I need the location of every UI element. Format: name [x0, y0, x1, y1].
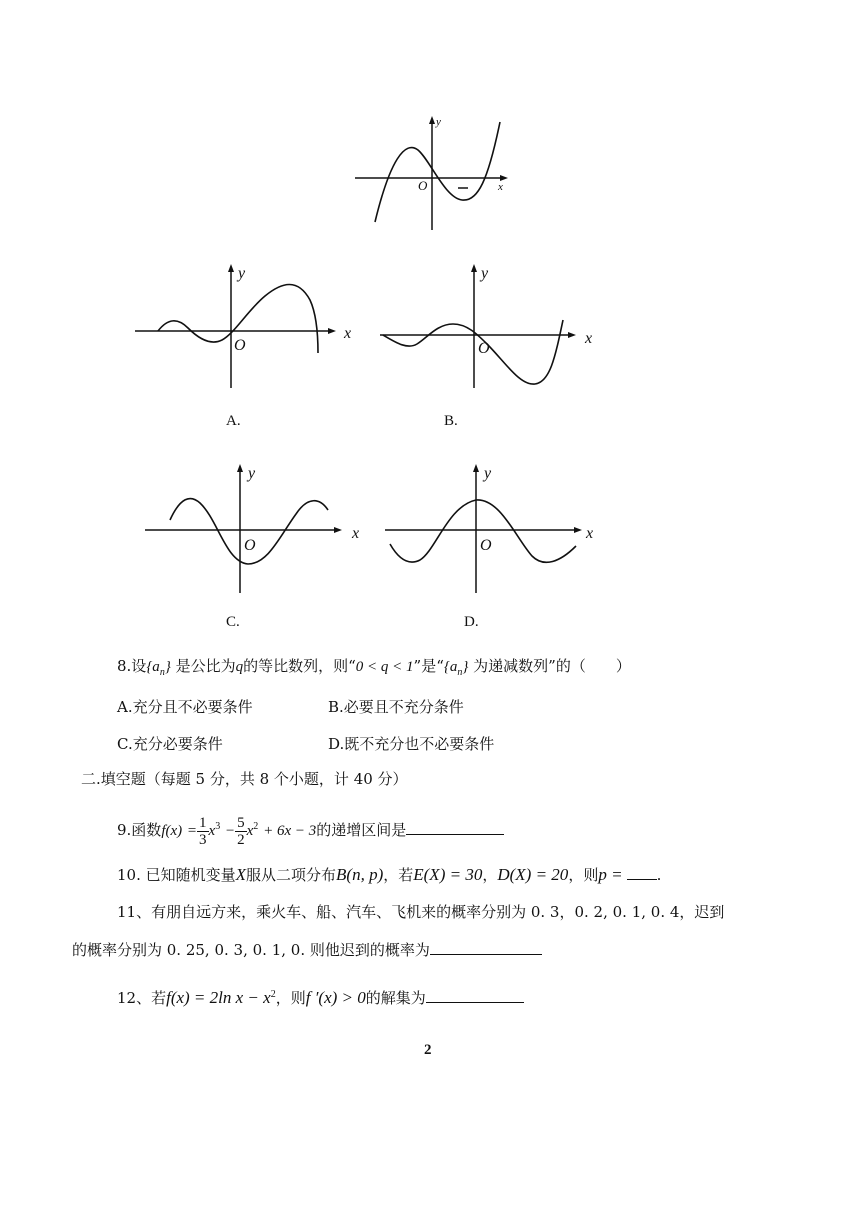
q12-prefix: 12、若	[117, 989, 167, 1007]
b-curve	[383, 320, 563, 384]
graph-b	[375, 258, 615, 393]
section-2-title: 二.填空题（每题 5 分，共 8 个小题，计 40 分）	[81, 770, 408, 788]
c-y-label: y	[248, 465, 256, 482]
q9-num2: 5	[237, 814, 245, 831]
q10-dx: D(X) = 20	[497, 865, 569, 884]
q10-comma1: ，若	[383, 866, 414, 884]
q8-seq2-open: {a	[443, 659, 458, 675]
q8-seq2-close: }	[462, 659, 469, 675]
d-y-arrow	[473, 464, 479, 472]
main-origin-label: O	[418, 178, 428, 193]
q9-x2: x	[246, 823, 254, 839]
question-11-line2	[72, 938, 542, 960]
q9-fx: f(x)	[161, 823, 183, 839]
q9-prefix: 9.函数	[117, 821, 162, 839]
q12-sup: 2	[270, 989, 276, 1000]
c-y-arrow	[237, 464, 243, 472]
q9-rest: + 6x − 3	[263, 823, 317, 839]
b-x-label: x	[585, 330, 593, 347]
c-origin-label: O	[244, 537, 256, 554]
label-a: A.	[226, 413, 241, 429]
q10-then: ，则	[568, 866, 599, 884]
q8-seq-close: }	[164, 659, 171, 675]
q8-option-d: D.既不充分也不必要条件	[328, 735, 495, 753]
q12-fx: f(x) = 2ln x − x	[166, 988, 271, 1007]
q8-tail: 为递减数列”的（ ）	[473, 657, 631, 675]
c-curve	[170, 499, 328, 564]
q8-option-c: C.充分必要条件	[117, 735, 223, 753]
q11-answer-blank[interactable]	[430, 938, 542, 955]
d-origin-label: O	[480, 537, 492, 554]
q9-frac2	[235, 815, 247, 848]
q12-mid: ，则	[275, 989, 306, 1007]
q8-option-a: A.充分且不必要条件	[117, 698, 253, 716]
c-x-arrow	[334, 527, 342, 533]
q10-mid: 服从二项分布	[246, 866, 337, 884]
page-number: 2	[424, 1042, 432, 1058]
question-12	[117, 985, 524, 1008]
q8-q: q	[235, 659, 244, 675]
q10-dist: B(n, p)	[336, 865, 384, 884]
q10-comma2: ，	[482, 866, 498, 884]
q8-seq2-sub: n	[457, 667, 463, 678]
q9-answer-blank[interactable]	[406, 818, 504, 835]
q9-num1: 1	[199, 814, 207, 831]
q8-mid1: 是公比为	[175, 657, 236, 675]
q9-minus: −	[225, 823, 236, 839]
q9-sup3: 3	[215, 821, 221, 832]
q10-answer-blank[interactable]	[627, 863, 657, 880]
q8-prefix: 8.设	[117, 657, 147, 675]
q10-ex: E(X) = 30	[413, 865, 483, 884]
main-graph	[350, 110, 520, 235]
q8-mid3: ”是“	[413, 657, 444, 675]
q9-x3: x	[208, 823, 216, 839]
d-x-arrow	[574, 527, 582, 533]
a-x-arrow	[328, 328, 336, 334]
q9-sup2: 2	[253, 821, 259, 832]
b-x-arrow	[568, 332, 576, 338]
main-curve	[375, 122, 500, 222]
b-origin-label: O	[478, 340, 490, 357]
a-y-arrow	[228, 264, 234, 272]
q10-p: p =	[598, 865, 623, 884]
question-10	[117, 863, 661, 885]
a-y-label: y	[238, 265, 246, 282]
q8-mid2: 的等比数列，则“	[243, 657, 356, 675]
q12-fpx: f ′(x) > 0	[305, 988, 366, 1007]
label-b: B.	[444, 413, 458, 429]
graph-a	[130, 258, 370, 393]
question-8	[117, 656, 631, 683]
main-y-label: y	[436, 116, 441, 128]
d-x-label: x	[586, 525, 594, 542]
q8-seq-sub: n	[159, 667, 165, 678]
label-d: D.	[464, 614, 479, 630]
graph-d	[380, 458, 620, 598]
a-origin-label: O	[234, 337, 246, 354]
b-y-arrow	[471, 264, 477, 272]
b-y-label: y	[481, 265, 489, 282]
q9-suffix: 的递增区间是	[316, 821, 407, 839]
q11-line2-text: 的概率分别为 0. 25, 0. 3, 0. 1, 0. 则他迟到的概率为	[72, 941, 430, 959]
q9-den2: 2	[237, 831, 245, 848]
question-9	[117, 806, 504, 848]
q8-option-b: B.必要且不充分条件	[328, 698, 464, 716]
q10-prefix: 10. 已知随机变量	[117, 866, 236, 884]
q9-den1: 3	[199, 831, 207, 848]
graph-c	[140, 458, 380, 598]
main-y-arrow	[429, 116, 435, 124]
label-c: C.	[226, 614, 240, 630]
q9-eq: =	[186, 823, 198, 839]
a-x-label: x	[344, 325, 352, 342]
main-x-label: x	[498, 181, 503, 193]
q8-cond: 0 < q < 1	[355, 659, 414, 675]
d-y-label: y	[484, 465, 492, 482]
q8-seq-open: {a	[146, 659, 160, 675]
q9-frac1	[197, 815, 209, 848]
c-x-label: x	[352, 525, 360, 542]
q10-X: X	[235, 865, 247, 884]
q12-answer-blank[interactable]	[426, 986, 524, 1003]
q10-end: .	[656, 866, 662, 884]
q12-suffix: 的解集为	[365, 989, 426, 1007]
question-11-line1: 11、有朋自远方来，乘火车、船、汽车、飞机来的概率分别为 0. 3，0. 2, 0. 1, 0. 4，迟到	[117, 903, 725, 921]
